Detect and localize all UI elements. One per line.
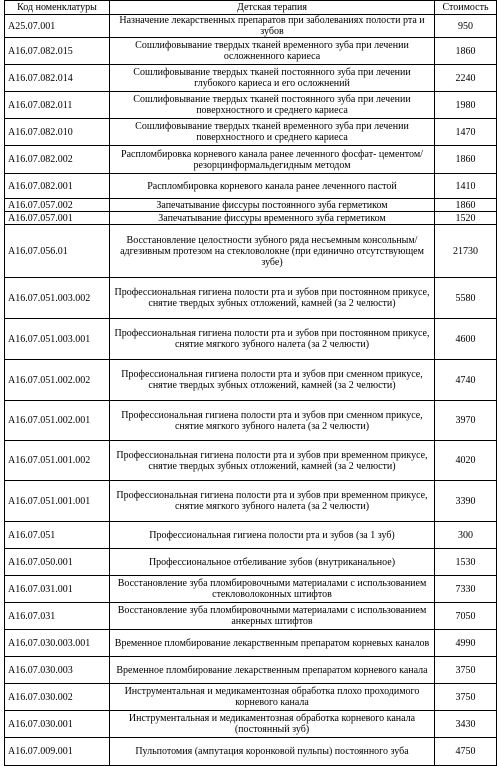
service-code: A16.07.009.001	[5, 738, 110, 766]
table-row	[5, 65, 497, 92]
service-price: 1520	[435, 212, 497, 225]
service-name: Пульпотомия (ампутация коронковой пульпы) постоянного зуба	[110, 738, 435, 766]
service-code: A16.07.050.001	[5, 549, 110, 576]
table-row	[5, 711, 497, 738]
price-table	[4, 0, 497, 766]
service-price: 3970	[435, 401, 497, 441]
service-name: Профессиональная гигиена полости рта и зубов при постоянном прикусе, снятие мягкого зубного налета (за 2 челюсти)	[110, 319, 435, 360]
service-code: A16.07.051.001.001	[5, 481, 110, 522]
service-name: Временное пломбирование лекарственным препаратом корневого канала	[110, 657, 435, 684]
service-code: A16.07.082.015	[5, 38, 110, 65]
service-name: Назначение лекарственных препаратов при заболеваниях полости рта и зубов	[110, 15, 435, 38]
table-row	[5, 738, 497, 766]
service-price: 1860	[435, 146, 497, 174]
service-name: Профессиональная гигиена полости рта и зубов (за 1 зуб)	[110, 522, 435, 549]
service-code: A16.07.056.01	[5, 225, 110, 278]
service-name: Профессиональная гигиена полости рта и зубов при временном прикусе, снятие мягкого зубного налета (за 2 челюсти)	[110, 481, 435, 522]
service-price: 5580	[435, 278, 497, 319]
service-code: A16.07.082.011	[5, 92, 110, 119]
table-row	[5, 360, 497, 401]
service-price: 950	[435, 15, 497, 38]
service-price: 300	[435, 522, 497, 549]
service-price: 1860	[435, 199, 497, 212]
table-row	[5, 199, 497, 212]
service-code: A16.07.051.002.002	[5, 360, 110, 401]
service-code: A16.07.051.001.002	[5, 441, 110, 481]
service-price: 3430	[435, 711, 497, 738]
service-name: Запечатывание фиссуры временного зуба герметиком	[110, 212, 435, 225]
service-code: A16.07.030.002	[5, 684, 110, 711]
service-name: Сошлифовывание твердых тканей постоянного зуба при лечении глубокого кариеса и его осложнений	[110, 65, 435, 92]
price-list-page	[4, 0, 496, 766]
service-code: A25.07.001	[5, 15, 110, 38]
service-price: 3750	[435, 684, 497, 711]
service-price: 3750	[435, 657, 497, 684]
service-name: Распломбировка корневого канала ранее леченного фосфат- цементом/ резорцинформальдегидным методом	[110, 146, 435, 174]
service-name: Восстановление зуба пломбировочными материалами с использованием анкерных штифтов	[110, 603, 435, 630]
table-row	[5, 684, 497, 711]
table-header-row	[5, 1, 497, 15]
service-price: 7050	[435, 603, 497, 630]
table-row	[5, 401, 497, 441]
service-code: A16.07.051	[5, 522, 110, 549]
service-price: 3390	[435, 481, 497, 522]
service-code: A16.07.051.003.001	[5, 319, 110, 360]
service-name: Профессиональное отбеливание зубов (внутриканальное)	[110, 549, 435, 576]
service-name: Восстановление зуба пломбировочными материалами с использованием стекловолоконных штифтов	[110, 576, 435, 603]
service-code: A16.07.082.002	[5, 146, 110, 174]
header-code: Код номенклатуры	[5, 1, 110, 15]
header-service: Детская терапия	[110, 1, 435, 15]
service-name: Сошлифовывание твердых тканей временного зуба при лечении осложненного кариеса	[110, 38, 435, 65]
service-name: Профессиональная гигиена полости рта и зубов при временном прикусе, снятие твердых зубных отложений, камней (за 2 челюсти)	[110, 441, 435, 481]
service-code: A16.07.030.003	[5, 657, 110, 684]
table-row	[5, 15, 497, 38]
table-body	[5, 15, 497, 766]
service-code: A16.07.057.001	[5, 212, 110, 225]
service-name: Распломбировка корневого канала ранее леченного пастой	[110, 174, 435, 199]
service-name: Профессиональная гигиена полости рта и зубов при сменном прикусе, снятие мягкого зубного налета (за 2 челюсти)	[110, 401, 435, 441]
service-name: Инструментальная и медикаментозная обработка корневого канала (постоянный зуб)	[110, 711, 435, 738]
service-code: A16.07.057.002	[5, 199, 110, 212]
service-price: 1410	[435, 174, 497, 199]
service-code: A16.07.082.001	[5, 174, 110, 199]
service-code: A16.07.030.003.001	[5, 630, 110, 657]
table-row	[5, 549, 497, 576]
table-row	[5, 119, 497, 146]
service-name: Сошлифовывание твердых тканей постоянного зуба при лечении поверхностного и среднего кариеса	[110, 92, 435, 119]
table-row	[5, 92, 497, 119]
service-price: 4750	[435, 738, 497, 766]
service-name: Профессиональная гигиена полости рта и зубов при постоянном прикусе, снятие твердых зубных отложений, камней (за 2 челюсти)	[110, 278, 435, 319]
service-price: 21730	[435, 225, 497, 278]
service-name: Сошлифовывание твердых тканей временного зуба при лечении поверхностного и среднего кариеса	[110, 119, 435, 146]
table-row	[5, 630, 497, 657]
service-name: Временное пломбирование лекарственным препаратом корневых каналов	[110, 630, 435, 657]
service-price: 1860	[435, 38, 497, 65]
service-price: 4990	[435, 630, 497, 657]
table-row	[5, 38, 497, 65]
service-name: Профессиональная гигиена полости рта и зубов при сменном прикусе, снятие твердых зубных отложений, камней (за 2 челюсти)	[110, 360, 435, 401]
service-name: Восстановление целостности зубного ряда несъемным консольным/адгезивным протезом на стекловолокне (при единично отсутствующем зубе)	[110, 225, 435, 278]
table-row	[5, 576, 497, 603]
service-price: 1980	[435, 92, 497, 119]
service-code: A16.07.031	[5, 603, 110, 630]
service-code: A16.07.031.001	[5, 576, 110, 603]
service-price: 4020	[435, 441, 497, 481]
table-row	[5, 481, 497, 522]
header-price: Стоимость	[435, 1, 497, 15]
service-code: A16.07.082.010	[5, 119, 110, 146]
table-row	[5, 225, 497, 278]
table-row	[5, 146, 497, 174]
service-price: 1470	[435, 119, 497, 146]
service-code: A16.07.051.003.002	[5, 278, 110, 319]
service-price: 4600	[435, 319, 497, 360]
table-row	[5, 278, 497, 319]
table-row	[5, 522, 497, 549]
table-row	[5, 212, 497, 225]
service-price: 7330	[435, 576, 497, 603]
table-row	[5, 319, 497, 360]
table-row	[5, 657, 497, 684]
service-code: A16.07.051.002.001	[5, 401, 110, 441]
table-row	[5, 603, 497, 630]
service-name: Запечатывание фиссуры постоянного зуба герметиком	[110, 199, 435, 212]
table-row	[5, 174, 497, 199]
service-price: 4740	[435, 360, 497, 401]
service-code: A16.07.082.014	[5, 65, 110, 92]
service-price: 2240	[435, 65, 497, 92]
service-name: Инструментальная и медикаментозная обработка плохо проходимого корневого канала	[110, 684, 435, 711]
table-row	[5, 441, 497, 481]
service-price: 1530	[435, 549, 497, 576]
service-code: A16.07.030.001	[5, 711, 110, 738]
